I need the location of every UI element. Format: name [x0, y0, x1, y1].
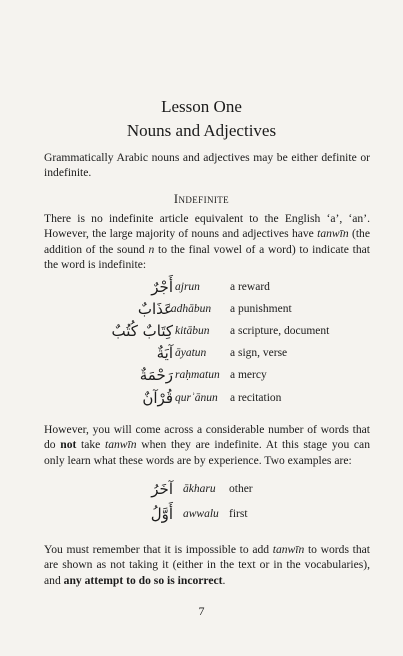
arabic-word: آخَرُ [151, 480, 173, 498]
english-gloss: a punishment [230, 303, 292, 315]
english-gloss: other [229, 483, 253, 495]
term-tanwin: tanwīn [104, 438, 137, 452]
example-row [0, 387, 403, 409]
transliteration: ākharu [183, 483, 216, 495]
example-row [0, 276, 403, 298]
lesson-title: Nouns and Adjectives [126, 121, 277, 140]
example-row [0, 503, 403, 525]
text: You must remember that it is impossible to add [44, 543, 273, 556]
example-row [0, 298, 403, 320]
text: There is no indefinite article equivalent to the English ‘a’, ‘an’. However, the large majority of nouns and adjectives have [44, 212, 370, 241]
transliteration: qurʾānun [175, 392, 218, 404]
lesson-number: Lesson One [161, 97, 242, 116]
text: when they are indefinite. At this stage you can only learn what these words are by experience. Two examples are: [44, 438, 370, 467]
emphasis-warning: any attempt to do so is incorrect [63, 573, 223, 587]
example-row [0, 478, 403, 500]
transliteration: ʿadhābun [167, 303, 212, 315]
example-row [0, 342, 403, 364]
term-tanwin: tanwīn [317, 227, 349, 241]
page-number: 7 [198, 604, 205, 618]
english-gloss: a recitation [230, 392, 282, 404]
term-n: n [148, 242, 155, 256]
text: (the addition of the sound [44, 227, 370, 256]
warning-paragraph [44, 542, 370, 588]
term-tanwin: tanwīn [272, 543, 305, 556]
english-gloss: a sign, verse [230, 347, 288, 359]
text: However, you will come across a considerable number of words that do [44, 423, 370, 452]
arabic-word: أَوَّلُ [150, 505, 173, 523]
arabic-word: قُرْآنٌ [142, 389, 173, 407]
english-gloss: a mercy [230, 369, 267, 381]
tanwin-paragraph [44, 211, 370, 272]
no-tanwin-paragraph [44, 422, 370, 468]
arabic-word: رَحْمَةٌ [139, 366, 173, 384]
english-gloss: a scripture, document [230, 325, 330, 337]
text: . [222, 573, 226, 587]
arabic-word: عَذَابٌ [137, 300, 173, 318]
intro-paragraph: Grammatically Arabic nouns and adjectives may be either definite or indefinite. [44, 151, 370, 180]
transliteration: awwalu [183, 508, 219, 520]
transliteration: ajrun [175, 281, 200, 293]
transliteration: raḥmatun [175, 369, 220, 381]
transliteration: āyatun [175, 347, 207, 359]
text: take [76, 438, 105, 452]
english-gloss: a reward [230, 281, 270, 293]
transliteration: kitābun [175, 325, 210, 337]
text: to the final vowel of a word) to indicate that the word is indefinite: [44, 242, 370, 271]
emphasis-not: not [60, 438, 77, 452]
arabic-word: آيَةٌ [156, 344, 173, 362]
arabic-word: أَجْرٌ [151, 278, 173, 296]
arabic-word: كِتَابٌ كُتُبٌ [111, 322, 173, 340]
example-row [0, 364, 403, 386]
text: to words that are shown as not taking it (either in the text or in the vocabularies), and [44, 543, 370, 587]
section-heading: Indefinite [173, 192, 230, 206]
english-gloss: first [229, 508, 248, 520]
example-row [0, 320, 403, 342]
